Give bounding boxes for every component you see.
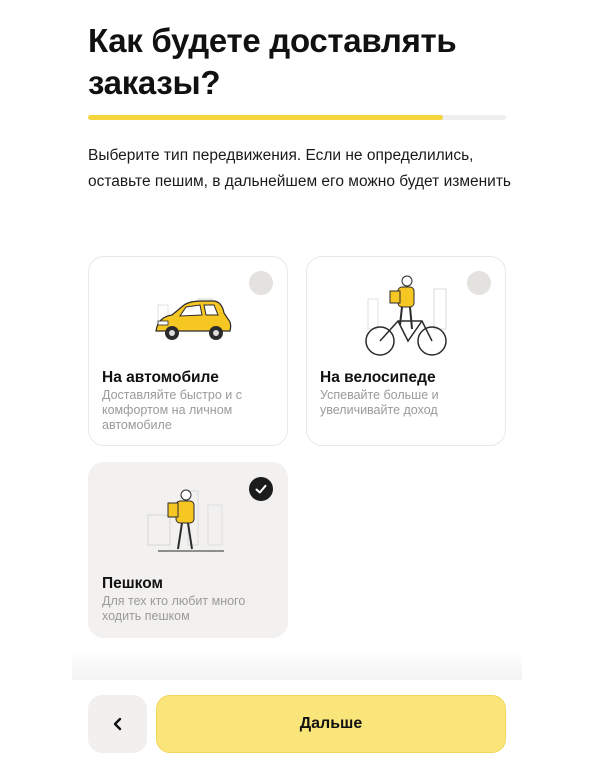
option-car-title: На автомобиле — [102, 369, 219, 386]
bicycle-courier-illustration — [307, 269, 505, 369]
option-car-subtitle: Доставляйте быстро и с комфортом на личном автомобиле — [102, 388, 242, 432]
next-button[interactable] — [156, 695, 506, 753]
back-button[interactable] — [88, 695, 147, 753]
progress-bar — [88, 115, 506, 120]
description-text: Выберите тип передвижения. Если не определились, оставьте пешим, в дальнейшем его можно будет изменить — [88, 147, 512, 190]
chevron-left-icon — [112, 717, 124, 731]
car-illustration — [89, 269, 287, 369]
page-title: Как будете доставлять заказы? — [88, 22, 457, 101]
option-walk-title: Пешком — [102, 575, 163, 592]
option-walk-card[interactable] — [88, 462, 288, 638]
option-car-card[interactable] — [88, 256, 288, 446]
option-bicycle-title: На велосипеде — [320, 369, 436, 386]
option-bicycle-card[interactable] — [306, 256, 506, 446]
walking-courier-illustration — [89, 475, 287, 575]
progress-fill — [88, 115, 443, 120]
option-bicycle-subtitle: Успевайте больше и увеличивайте доход — [320, 388, 439, 417]
scroll-fade — [72, 650, 522, 680]
option-walk-subtitle: Для тех кто любит много ходить пешком — [102, 594, 246, 623]
next-button-label: Дальше — [299, 715, 363, 732]
